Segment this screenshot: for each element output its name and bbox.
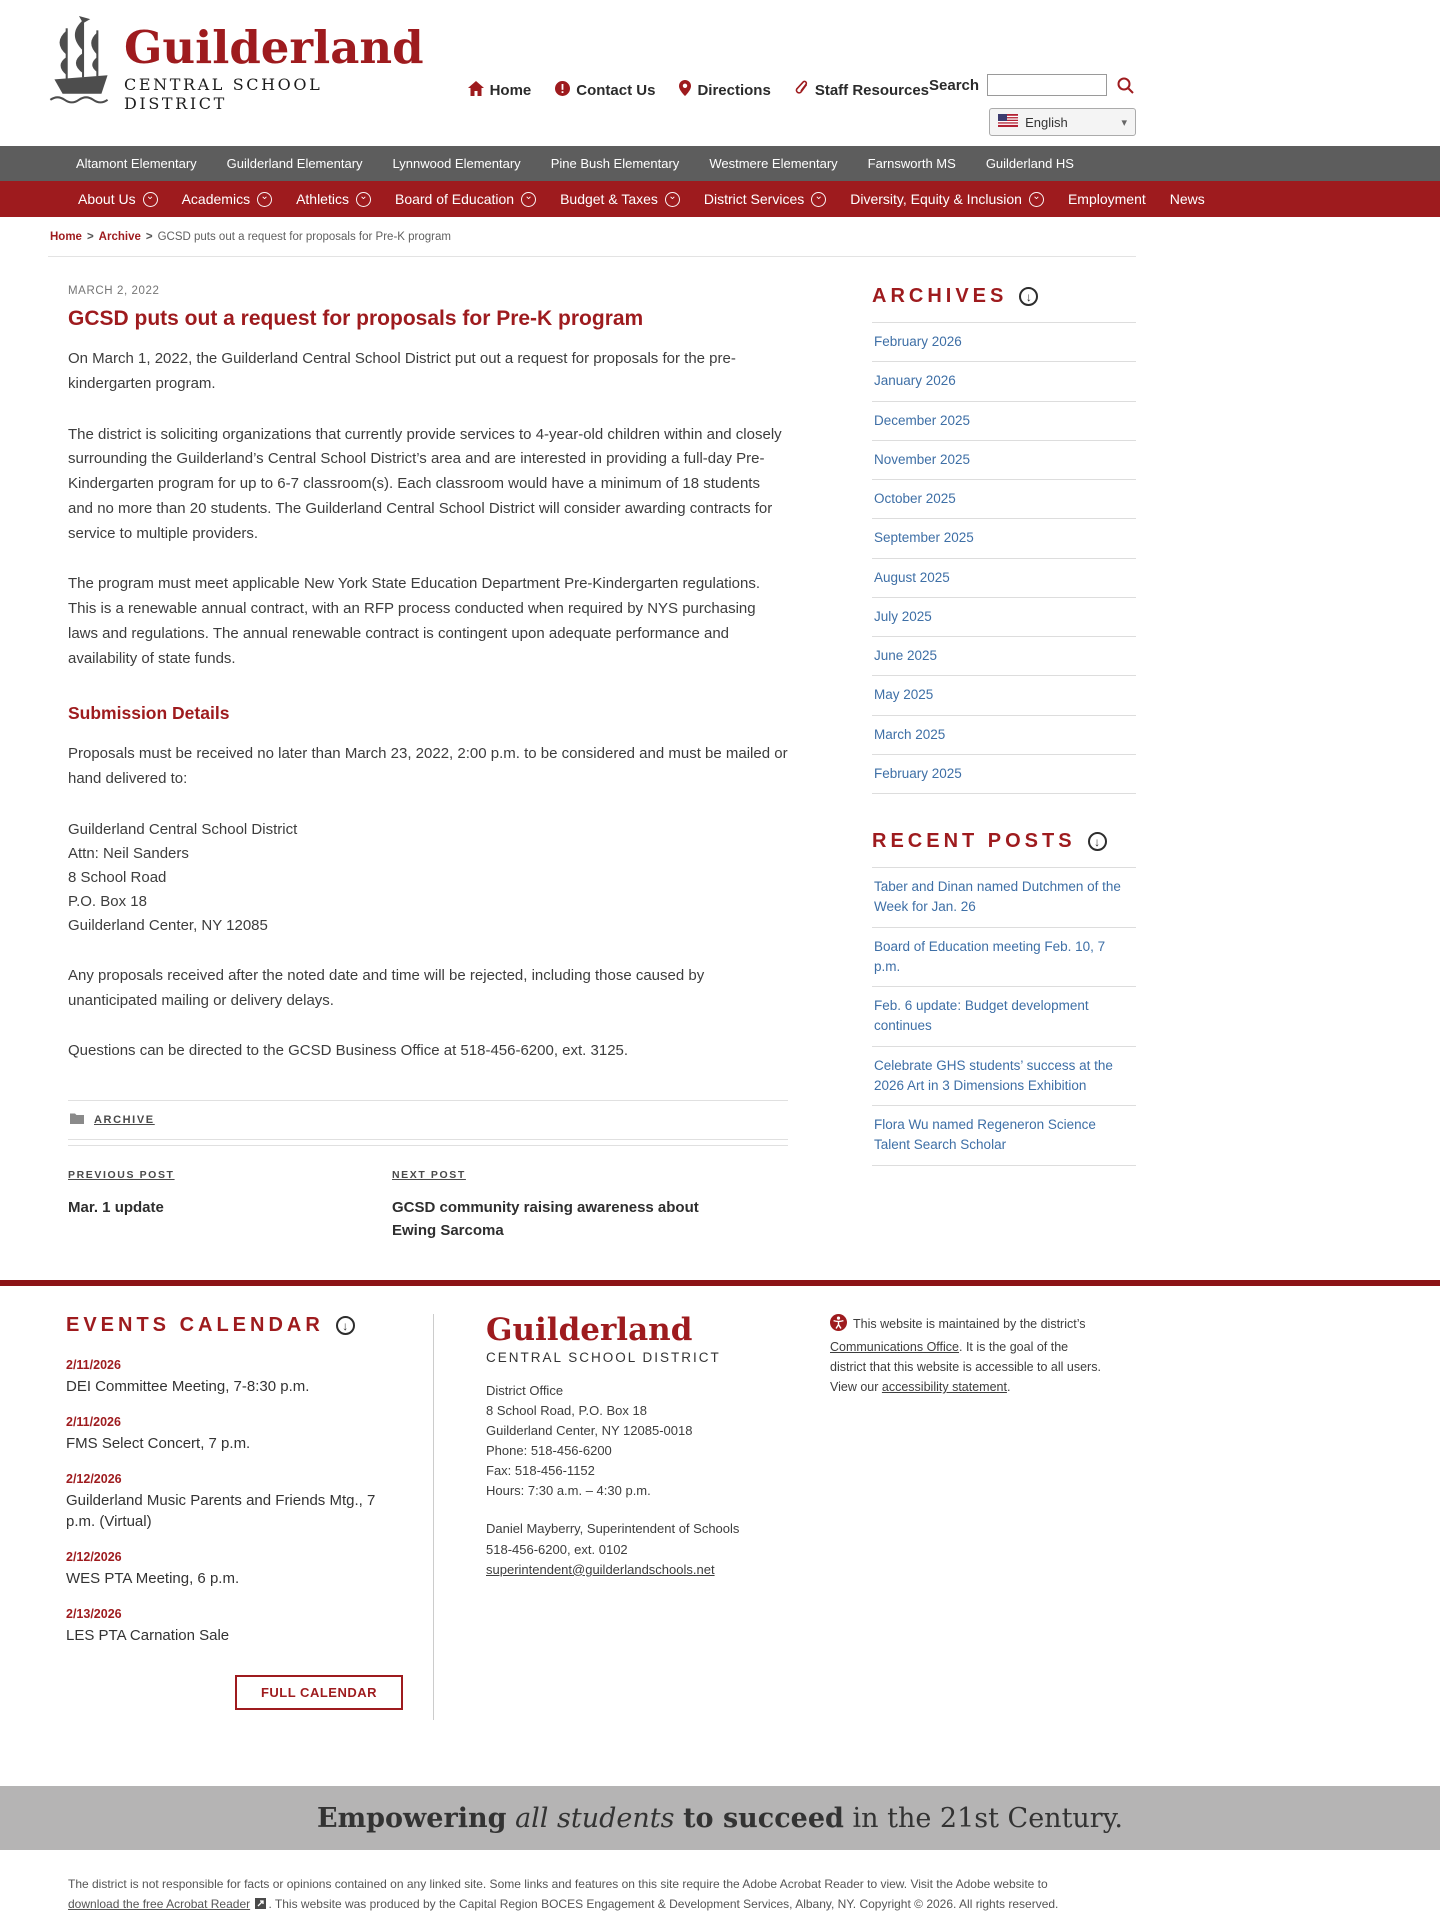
event-title-link[interactable]: DEI Committee Meeting, 7-8:30 p.m. [66, 1376, 403, 1398]
motto-segment: Empowering [317, 1803, 506, 1834]
school-link-guilderland-hs[interactable]: Guilderland HS [986, 156, 1074, 171]
chevron-down-icon [521, 192, 536, 207]
archives-heading [872, 285, 1136, 323]
archive-month-link[interactable]: February 2025 [872, 755, 1136, 793]
recent-posts-block [872, 830, 1136, 1166]
archive-month-item [872, 402, 1136, 441]
recent-posts-list [872, 868, 1136, 1166]
header-right [929, 74, 1136, 136]
next-post-label: NEXT POST [392, 1169, 466, 1181]
event-date: 2/12/2026 [66, 1550, 403, 1564]
superintendent-name: Daniel Mayberry, Superintendent of Schools [486, 1519, 764, 1539]
collapse-arrow-icon[interactable] [336, 1316, 355, 1335]
article [48, 285, 788, 1272]
district-address [486, 1381, 764, 1502]
recent-post-item [872, 868, 1136, 928]
event-title-link[interactable]: WES PTA Meeting, 6 p.m. [66, 1568, 403, 1590]
archive-month-item [872, 362, 1136, 401]
language-selector[interactable] [989, 108, 1136, 136]
nav-diversity-equity-inclusion[interactable] [850, 191, 1044, 207]
external-link-icon [255, 1895, 266, 1915]
accessibility-statement-link[interactable]: accessibility statement [882, 1380, 1007, 1394]
accessibility-text: . [1007, 1380, 1010, 1394]
folder-icon [70, 1111, 84, 1129]
article-paragraph: On March 1, 2022, the Guilderland Central School District put out a request for proposals for the pre-kindergarten program. [68, 347, 788, 397]
nav-label: District Services [704, 191, 804, 207]
event-item [66, 1415, 403, 1455]
collapse-arrow-icon[interactable] [1088, 832, 1107, 851]
nav-directions-label: Directions [697, 82, 770, 99]
event-item [66, 1607, 403, 1647]
superintendent-email-link[interactable]: superintendent@guilderlandschools.net [486, 1562, 715, 1577]
us-flag-icon [998, 114, 1018, 130]
district-line: Fax: 518-456-1152 [486, 1461, 764, 1481]
ship-logo-icon [48, 14, 114, 113]
next-post [392, 1165, 716, 1242]
accessibility-text: This website is maintained by the district’s [853, 1317, 1086, 1331]
events-calendar [48, 1314, 434, 1720]
article-paragraph: Proposals must be received no later than March 23, 2022, 2:00 p.m. to be considered and must be mailed or hand delivered to: [68, 742, 788, 792]
paperclip-icon [795, 80, 809, 100]
nav-directions[interactable] [679, 80, 770, 100]
recent-post-link[interactable]: Taber and Dinan named Dutchmen of the Week for Jan. 26 [872, 868, 1136, 927]
article-paragraph: The district is soliciting organizations that currently provide services to 4-year-old children within and closely surrounding the Guilderland’s Central School District’s area and are interested in providing a full-day Pre-Kindergarten program for up to 6-7 classroom(s). Each classroom would have a minimum of 18 students and no more than 20 students. The Guilderland Central School District will consider awarding contracts for service to multiple providers. [68, 423, 788, 547]
site-header [0, 0, 1440, 146]
page-title: GCSD puts out a request for proposals for Pre-K program [68, 307, 788, 331]
archive-month-link[interactable]: February 2026 [872, 323, 1136, 361]
event-date: 2/11/2026 [66, 1358, 403, 1372]
recent-post-item [872, 1047, 1136, 1107]
accessibility-text: . It is the goal of the district that this website is accessible to all users. View our [830, 1340, 1101, 1394]
previous-post-label: PREVIOUS POST [68, 1169, 175, 1181]
event-item [66, 1550, 403, 1590]
nav-athletics[interactable] [296, 191, 371, 207]
nav-label: Diversity, Equity & Inclusion [850, 191, 1022, 207]
nav-home[interactable] [468, 80, 532, 100]
school-link-pine-bush[interactable]: Pine Bush Elementary [551, 156, 680, 171]
previous-post [68, 1165, 392, 1242]
accessibility-statement [830, 1314, 1102, 1720]
nav-label: Board of Education [395, 191, 514, 207]
archive-month-link[interactable]: May 2025 [872, 676, 1136, 714]
district-info [434, 1314, 764, 1720]
next-post-link[interactable]: GCSD community raising awareness about Ewing Sarcoma [392, 1197, 702, 1242]
category-row [68, 1100, 788, 1140]
legal-segment: . This website was produced by the Capital Region BOCES Engagement & Development Services, Albany, NY. Copyright © 2026. All rights reserved. [268, 1897, 1058, 1911]
nav-staff-resources[interactable] [795, 80, 929, 100]
home-icon [468, 81, 484, 100]
archive-month-item [872, 716, 1136, 755]
logo-subtitle: CENTRAL SCHOOL DISTRICT [124, 75, 424, 113]
article-paragraph: Questions can be directed to the GCSD Business Office at 518-456-6200, ext. 3125. [68, 1039, 788, 1064]
chevron-down-icon [665, 192, 680, 207]
logo-title: Guilderland [124, 25, 424, 70]
chevron-down-icon [356, 192, 371, 207]
main-nav [0, 181, 1440, 217]
district-line: District Office [486, 1381, 764, 1401]
site-footer [0, 1286, 1440, 1758]
address-line: Guilderland Center, NY 12085 [68, 914, 788, 938]
archive-month-link[interactable]: July 2025 [872, 598, 1136, 636]
article-paragraph: The program must meet applicable New York State Education Department Pre-Kindergarten regulations. This is a renewable annual contract, with an RFP process conducted when required by NYS purchasing laws and regulations. The annual renewable contract is contingent upon adequate performance and availability of state funds. [68, 572, 788, 671]
event-date: 2/13/2026 [66, 1607, 403, 1621]
nav-about-us[interactable] [78, 191, 158, 207]
events-calendar-heading-label: EVENTS CALENDAR [66, 1314, 324, 1337]
nav-contact-us[interactable] [555, 80, 655, 100]
breadcrumb-home[interactable]: Home [50, 231, 82, 243]
breadcrumb-archive[interactable]: Archive [99, 231, 141, 243]
recent-post-item [872, 928, 1136, 988]
nav-budget-taxes[interactable] [560, 191, 680, 207]
search-area [929, 74, 1136, 96]
search-input[interactable] [987, 74, 1107, 96]
event-title-link[interactable]: FMS Select Concert, 7 p.m. [66, 1433, 403, 1455]
collapse-arrow-icon[interactable] [1019, 287, 1038, 306]
address-line: Guilderland Central School District [68, 818, 788, 842]
post-navigation [68, 1145, 788, 1272]
chevron-down-icon [811, 192, 826, 207]
nav-academics[interactable] [182, 191, 272, 207]
archive-month-link[interactable]: November 2025 [872, 441, 1136, 479]
school-link-altamont[interactable]: Altamont Elementary [76, 156, 197, 171]
nav-contact-label: Contact Us [576, 82, 655, 99]
archive-month-link[interactable]: October 2025 [872, 480, 1136, 518]
chevron-down-icon [143, 192, 158, 207]
utility-nav [468, 80, 929, 100]
motto-banner [0, 1786, 1440, 1850]
archive-month-link[interactable]: March 2025 [872, 716, 1136, 754]
event-date: 2/11/2026 [66, 1415, 403, 1429]
recent-posts-heading-label: RECENT POSTS [872, 830, 1076, 853]
archives-heading-label: ARCHIVES [872, 285, 1007, 308]
district-line: Phone: 518-456-6200 [486, 1441, 764, 1461]
district-logo[interactable] [48, 14, 424, 113]
recent-post-link[interactable]: Feb. 6 update: Budget development continues [872, 987, 1136, 1046]
recent-posts-heading [872, 830, 1136, 868]
archive-month-item [872, 637, 1136, 676]
superintendent-phone: 518-456-6200, ext. 0102 [486, 1540, 764, 1560]
breadcrumb-separator [146, 231, 153, 243]
nav-label: Academics [182, 191, 250, 207]
language-label: English [1025, 115, 1068, 130]
map-pin-icon [679, 80, 691, 100]
event-date: 2/12/2026 [66, 1472, 403, 1486]
school-link-farnsworth[interactable]: Farnsworth MS [868, 156, 956, 171]
archive-month-item [872, 441, 1136, 480]
school-link-guilderland-elem[interactable]: Guilderland Elementary [227, 156, 363, 171]
event-item [66, 1472, 403, 1534]
nav-staff-resources-label: Staff Resources [815, 82, 929, 99]
submission-details-heading: Submission Details [68, 703, 788, 724]
breadcrumb-separator [87, 231, 94, 243]
archive-month-item [872, 519, 1136, 558]
breadcrumb-current: GCSD puts out a request for proposals for Pre-K program [158, 231, 451, 243]
recent-post-link[interactable]: Celebrate GHS students’ success at the 2026 Art in 3 Dimensions Exhibition [872, 1047, 1136, 1106]
chevron-down-icon [1122, 116, 1128, 129]
archive-month-item [872, 598, 1136, 637]
legal-segment: The district is not responsible for facts or opinions contained on any linked site. Some links and features on this site require the Adobe Acrobat Reader to view. Visit the Adobe website to [68, 1877, 1048, 1891]
district-line: Hours: 7:30 a.m. – 4:30 p.m. [486, 1481, 764, 1501]
archive-month-link[interactable]: January 2026 [872, 362, 1136, 400]
archive-month-item [872, 323, 1136, 362]
article-paragraph: Any proposals received after the noted date and time will be rejected, including those caused by unanticipated mailing or delivery delays. [68, 964, 788, 1014]
accessibility-icon [830, 1314, 847, 1337]
sidebar [872, 285, 1136, 1272]
event-title-link[interactable]: Guilderland Music Parents and Friends Mtg., 7 p.m. (Virtual) [66, 1490, 403, 1534]
nav-label: News [1170, 191, 1205, 207]
recent-post-link[interactable]: Flora Wu named Regeneron Science Talent Search Scholar [872, 1106, 1136, 1165]
address-line: Attn: Neil Sanders [68, 842, 788, 866]
nav-label: Athletics [296, 191, 349, 207]
recent-post-item [872, 1106, 1136, 1166]
category-archive-link[interactable]: ARCHIVE [94, 1114, 155, 1126]
district-line: 8 School Road, P.O. Box 18 [486, 1401, 764, 1421]
address-line: 8 School Road [68, 866, 788, 890]
nav-label: Budget & Taxes [560, 191, 658, 207]
archive-month-item [872, 676, 1136, 715]
communications-office-link[interactable]: Communications Office [830, 1340, 959, 1354]
schools-bar [0, 146, 1440, 181]
info-circle-icon [555, 81, 570, 100]
search-button[interactable] [1115, 75, 1136, 96]
nav-employment[interactable] [1068, 191, 1146, 207]
acrobat-reader-link[interactable]: download the free Acrobat Reader [68, 1897, 250, 1911]
archive-month-link[interactable]: September 2025 [872, 519, 1136, 557]
archive-month-item [872, 480, 1136, 519]
post-date: MARCH 2, 2022 [68, 285, 788, 297]
events-calendar-heading [66, 1314, 403, 1341]
recent-post-link[interactable]: Board of Education meeting Feb. 10, 7 p.m. [872, 928, 1136, 987]
address-line: P.O. Box 18 [68, 890, 788, 914]
footer-logo-title: Guilderland [486, 1314, 764, 1347]
district-line: Guilderland Center, NY 12085-0018 [486, 1421, 764, 1441]
nav-district-services[interactable] [704, 191, 826, 207]
breadcrumb [48, 217, 1136, 257]
event-item [66, 1358, 403, 1398]
chevron-down-icon [1029, 192, 1044, 207]
event-title-link[interactable]: LES PTA Carnation Sale [66, 1625, 403, 1647]
nav-label: About Us [78, 191, 136, 207]
archive-month-item [872, 755, 1136, 794]
superintendent-info [486, 1519, 764, 1579]
recent-post-item [872, 987, 1136, 1047]
search-label: Search [929, 77, 979, 94]
motto-segment: in the 21st Century. [852, 1803, 1122, 1834]
school-link-lynnwood[interactable]: Lynnwood Elementary [393, 156, 521, 171]
footer-logo-subtitle: CENTRAL SCHOOL DISTRICT [486, 1350, 764, 1365]
chevron-down-icon [257, 192, 272, 207]
archives-list [872, 323, 1136, 794]
motto-segment: all students [515, 1803, 674, 1834]
school-link-westmere[interactable]: Westmere Elementary [709, 156, 837, 171]
previous-post-link[interactable]: Mar. 1 update [68, 1197, 378, 1220]
mailing-address [68, 818, 788, 938]
archive-month-link[interactable]: August 2025 [872, 559, 1136, 597]
nav-label: Employment [1068, 191, 1146, 207]
motto-segment: to succeed [683, 1803, 844, 1834]
archive-month-link[interactable]: June 2025 [872, 637, 1136, 675]
nav-news[interactable] [1170, 191, 1205, 207]
archive-month-link[interactable]: December 2025 [872, 402, 1136, 440]
nav-board-of-education[interactable] [395, 191, 536, 207]
full-calendar-button[interactable]: FULL CALENDAR [235, 1675, 403, 1710]
nav-home-label: Home [490, 82, 532, 99]
archive-month-item [872, 559, 1136, 598]
